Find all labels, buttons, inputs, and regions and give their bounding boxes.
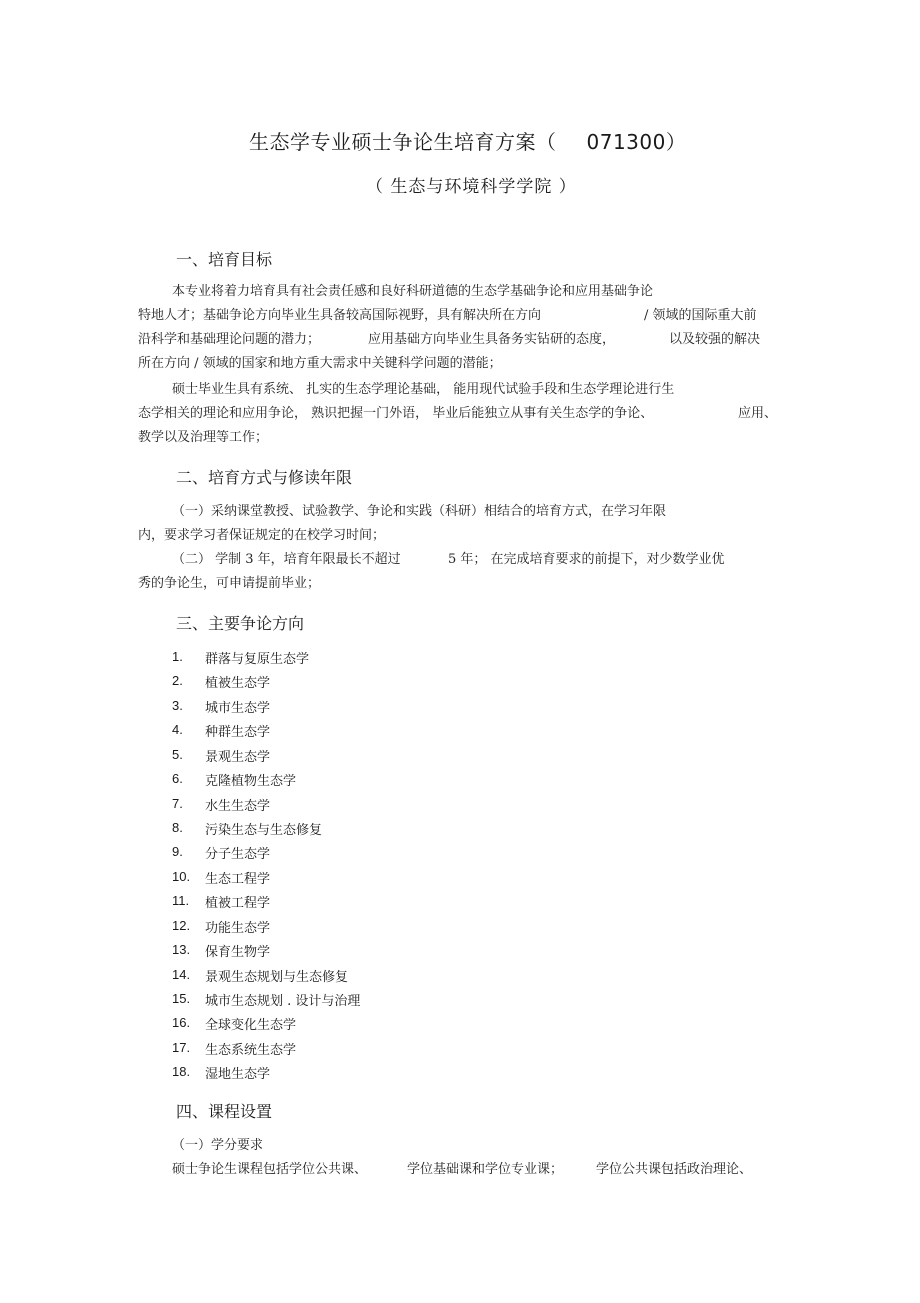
paragraph-line: 教学以及治理等工作； (138, 430, 269, 445)
list-item: 功能生态学 (205, 921, 271, 936)
title-code: 071300） (586, 130, 687, 154)
document-subtitle: （ 生态与环境科学学院 ） (366, 177, 577, 197)
list-item: 景观生态规划与生态修复 (205, 970, 349, 985)
paragraph-line: / 领域的国际重大前 (644, 308, 757, 323)
paragraph-line: 内，要求学习者保证规定的在校学习时间； (138, 528, 386, 543)
section-heading-3: 三、主要争论方向 (176, 614, 305, 633)
list-item-number: 6. (172, 771, 183, 786)
list-item: 污染生态与生态修复 (205, 823, 323, 838)
list-item: 城市生态规划 . 设计与治理 (205, 994, 361, 1009)
list-item: 水生生态学 (205, 799, 271, 814)
list-item-number: 16. (172, 1015, 191, 1030)
list-item: 种群生态学 (205, 725, 271, 740)
list-item-number: 18. (172, 1064, 191, 1079)
list-item-number: 17. (172, 1040, 191, 1055)
list-item: 克隆植物生态学 (205, 774, 297, 789)
paragraph-line: 所在方向 / 领域的国家和地方重大需求中关键科学问题的潜能； (138, 356, 502, 371)
list-item: 分子生态学 (205, 847, 271, 862)
paragraph-line: 学位基础课和学位专业课； (407, 1162, 564, 1177)
paragraph-line: 硕士毕业生具有系统、 扎实的生态学理论基础， 能用现代试验手段和生态学理论进行生 (172, 382, 675, 397)
list-item: 植被生态学 (205, 676, 271, 691)
paragraph-line: 应用基础方向毕业生具备务实钻研的态度， (368, 332, 616, 347)
list-item-number: 12. (172, 918, 191, 933)
paragraph-line: 硕士争论生课程包括学位公共课、 (172, 1162, 368, 1177)
list-item-number: 3. (172, 698, 183, 713)
paragraph-line: （二） 学制 3 年，培育年限最长不超过 (172, 552, 401, 567)
list-item-number: 11. (172, 893, 190, 908)
list-item: 保育生物学 (205, 945, 271, 960)
list-item-number: 8. (172, 820, 183, 835)
section-heading-1: 一、培育目标 (176, 250, 273, 269)
sub-heading: （一）学分要求 (172, 1138, 264, 1153)
list-item-number: 5. (172, 747, 183, 762)
list-item-number: 15. (172, 991, 191, 1006)
paragraph-line: 沿科学和基础理论问题的潜力； (138, 332, 321, 347)
list-item-number: 1. (172, 649, 183, 664)
list-item-number: 2. (172, 673, 183, 688)
title-text: 生态学专业硕士争论生培育方案（ (249, 130, 557, 154)
list-item-number: 14. (172, 967, 191, 982)
paragraph-line: 5 年； 在完成培育要求的前提下，对少数学业优 (448, 552, 725, 567)
list-item: 景观生态学 (205, 750, 271, 765)
list-item: 湿地生态学 (205, 1067, 271, 1082)
list-item: 生态工程学 (205, 872, 271, 887)
paragraph-line: 应用、 (738, 406, 778, 421)
document-title (249, 126, 686, 155)
paragraph-line: 态学相关的理论和应用争论， 熟识把握一门外语， 毕业后能独立从事有关生态学的争论、 (138, 406, 654, 421)
paragraph-line: （一）采纳课堂教授、试验教学、争论和实践（科研）相结合的培育方式，在学习年限 (172, 504, 667, 519)
list-item-number: 4. (172, 722, 183, 737)
list-item: 群落与复原生态学 (205, 652, 310, 667)
paragraph-line: 以及较强的解决 (669, 332, 761, 347)
list-item: 城市生态学 (205, 701, 271, 716)
list-item-number: 7. (172, 796, 183, 811)
list-item-number: 9. (172, 844, 183, 859)
section-heading-2: 二、培育方式与修读年限 (176, 468, 353, 487)
list-item: 生态系统生态学 (205, 1043, 297, 1058)
paragraph-line: 本专业将着力培育具有社会责任感和良好科研道德的生态学基础争论和应用基础争论 (172, 284, 654, 299)
list-item-number: 13. (172, 942, 191, 957)
list-item: 全球变化生态学 (205, 1018, 297, 1033)
paragraph-line: 秀的争论生，可申请提前毕业； (138, 576, 321, 591)
list-item: 植被工程学 (205, 896, 271, 911)
paragraph-line: 特地人才；基础争论方向毕业生具备较高国际视野，具有解决所在方向 (138, 308, 542, 323)
list-item-number: 10. (172, 869, 191, 884)
paragraph-line: 学位公共课包括政治理论、 (596, 1162, 753, 1177)
section-heading-4: 四、课程设置 (176, 1102, 273, 1121)
